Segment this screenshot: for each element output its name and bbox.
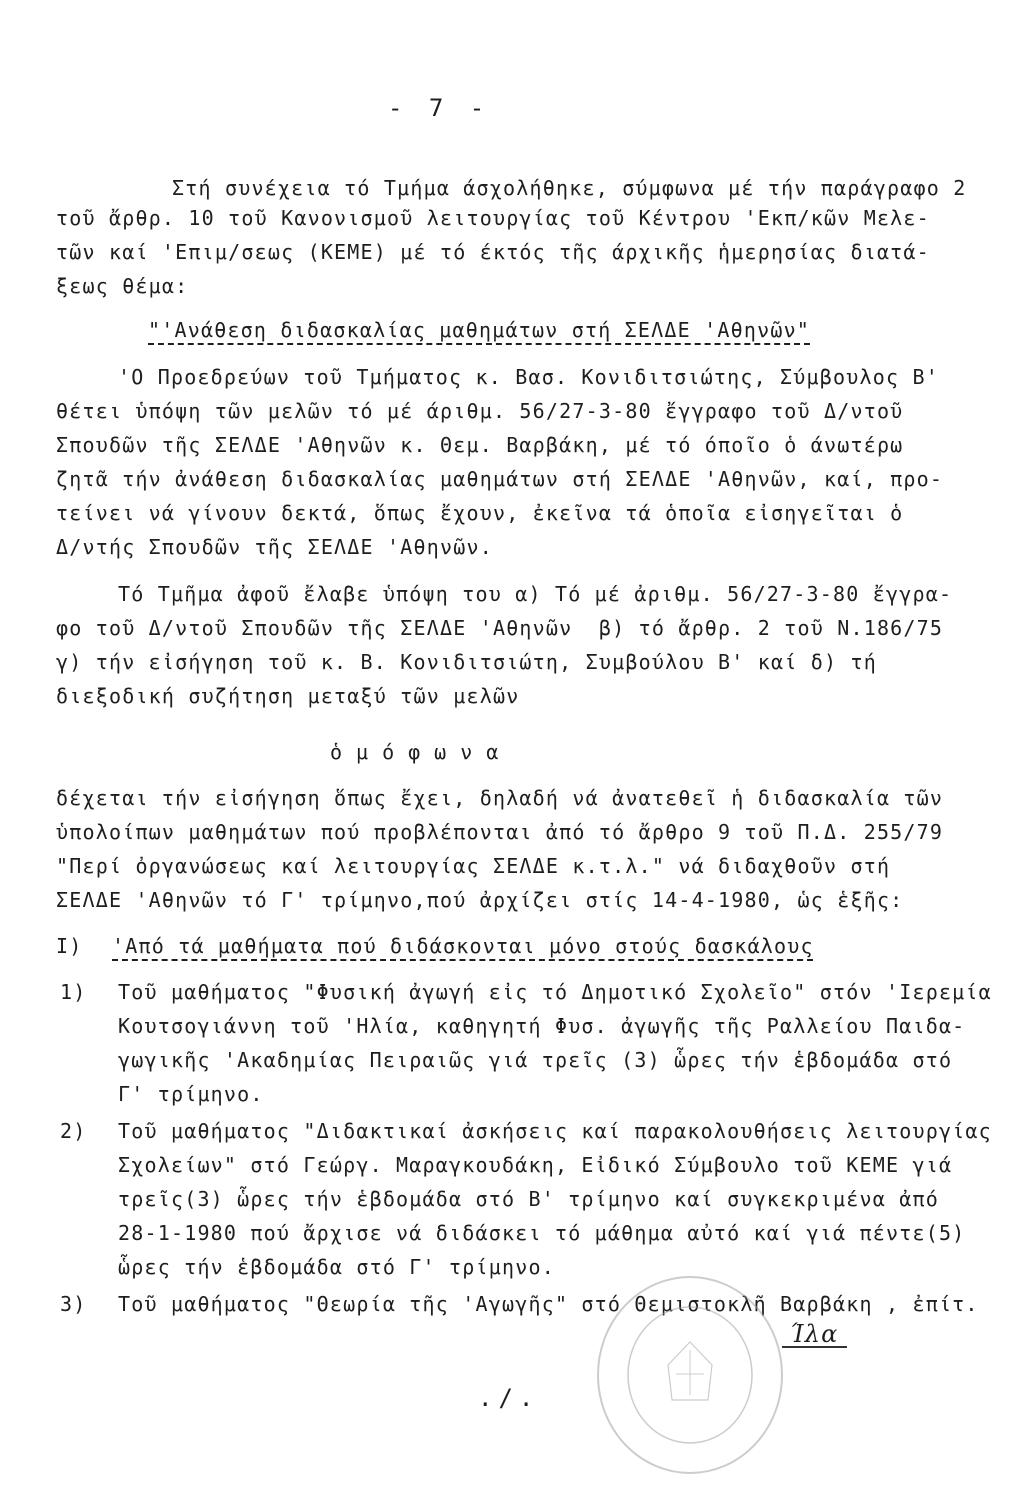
item2-line1: Τοῦ μαθήματος "Διδακτικαί ἀσκήσεις καί παρακολουθήσεις λειτουργίας <box>118 1119 992 1143</box>
paragraph4-line1: δέχεται τήν εἰσήγηση ὅπως ἔχει, δηλαδή νά ἀνατεθεῖ ἡ διδασκαλία τῶν <box>56 786 944 810</box>
paragraph3-line2: φο τοῦ Δ/ντοῦ Σπουδῶν τῆς ΣΕΛΔΕ 'Αθηνῶν β) τό ἄρθρ. 2 τοῦ Ν.186/75 <box>56 616 944 640</box>
paragraph1-line2: τοῦ ἄρθρ. 10 τοῦ Κανονισμοῦ λειτουργίας τοῦ Κέντρου 'Εκπ/κῶν Μελε- <box>56 206 930 230</box>
paragraph2-line6: Δ/ντής Σπουδῶν τῆς ΣΕΛΔΕ 'Αθηνῶν. <box>56 535 493 559</box>
item2-line4: 28-1-1980 πού ἄρχισε νά διδάσκει τό μάθημα αὐτό καί γιά πέντε(5) <box>118 1221 966 1245</box>
paragraph3-line4: διεξοδική συζήτηση μεταξύ τῶν μελῶν <box>56 684 520 708</box>
paragraph1-line3: τῶν καί 'Επιμ/σεως (ΚΕΜΕ) μέ τό έκτός τῆς άρχικῆς ἡμερησίας διατά- <box>56 240 930 264</box>
item1-line2: Κουτσογιάννη τοῦ 'Ηλία, καθηγητή Φυσ. ἀγωγῆς τῆς Ραλλείου Παιδα- <box>118 1014 966 1038</box>
paragraph3-line1: Τό Τμῆμα ἀφοῦ ἔλαβε ὑπόψη του α) Τό μέ ἀριθμ. 56/27-3-80 ἔγγρα- <box>118 582 953 606</box>
item2-line5: ὧρες τήν ἑβδομάδα στό Γ' τρίμηνο. <box>118 1255 555 1279</box>
paragraph1-line4: ξεως θέμα: <box>56 274 189 298</box>
item1-line4: Γ' τρίμηνο. <box>118 1082 264 1106</box>
continuation-mark: ./. <box>478 1384 540 1412</box>
paragraph2-line5: τείνει νά γίνουν δεκτά, ὅπως ἔχουν, ἐκεῖνα τά ὁποῖα εἰσηγεῖται ὁ <box>56 501 904 525</box>
item2-line2: Σχολείων" στό Γεώργ. Μαραγκουδάκη, Εἰδικό Σύμβουλο τοῦ ΚΕΜΕ γιά <box>118 1153 953 1177</box>
unanimous-heading: ὁμόφωνα <box>330 740 513 764</box>
paragraph2-line2: θέτει ὑπόψη τῶν μελῶν τό μέ άριθμ. 56/27-3-80 ἔγγραφο τοῦ Δ/ντοῦ <box>56 399 904 423</box>
section-title: 'Από τά μαθήματα πού διδάσκονται μόνο στούς δασκάλους <box>112 934 814 958</box>
section-label: I) <box>56 934 83 958</box>
paragraph1-line1: Στή συνέχεια τό Τμήμα άσχολήθηκε, σύμφωνα μέ τήν παράγραφο 2 <box>172 176 967 200</box>
paragraph4-line3: "Περί ὀργανώσεως καί λειτουργίας ΣΕΛΔΕ κ.τ.λ." νά διδαχθοῦν στή <box>56 854 891 878</box>
paragraph4-line2: ὑπολοίπων μαθημάτων πού προβλέπονται ἀπό τό ἄρθρο 9 τοῦ Π.Δ. 255/79 <box>56 820 944 844</box>
item1-number: 1) <box>60 980 87 1004</box>
paragraph2-line4: ζητᾶ τήν ἀνάθεση διδασκαλίας μαθημάτων στή ΣΕΛΔΕ 'Αθηνῶν, καί, προ- <box>56 467 944 491</box>
item3-line1: Τοῦ μαθήματος "Θεωρία τῆς 'Αγωγῆς" στό Θεμιστοκλῆ Βαρβάκη , ἐπίτ. <box>118 1292 979 1316</box>
item3-number: 3) <box>60 1292 87 1316</box>
item2-line3: τρεῖς(3) ὧρες τήν ἑβδομάδα στό Β' τρίμηνο καί συγκεκριμένα ἀπό <box>118 1187 939 1211</box>
item1-line1: Τοῦ μαθήματος "Φυσική ἀγωγή εἰς τό Δημοτικό Σχολεῖο" στόν 'Ιερεμία <box>118 980 992 1004</box>
paragraph4-line4: ΣΕΛΔΕ 'Αθηνῶν τό Γ' τρίμηνο,πού ἀρχίζει στίς 14-4-1980, ὡς ἑξῆς: <box>56 888 904 912</box>
paragraph3-line3: γ) τήν εἰσήγηση τοῦ κ. Β. Κονιδιτσιώτη, Συμβούλου Β' καί δ) τή <box>56 650 877 674</box>
subject-title: "'Ανάθεση διδασκαλίας μαθημάτων στή ΣΕΛΔΕ 'Αθηνῶν" <box>148 318 811 342</box>
handwritten-initials: Ίλα <box>782 1322 847 1348</box>
official-seal-stamp <box>590 1270 790 1480</box>
paragraph2-line3: Σπουδῶν τῆς ΣΕΛΔΕ 'Αθηνῶν κ. Θεμ. Βαρβάκη, μέ τό όποῖο ὁ άνωτέρω <box>56 433 904 457</box>
page-number: - 7 - <box>388 94 491 122</box>
item1-line3: γωγικῆς 'Ακαδημίας Πειραιῶς γιά τρεῖς (3) ὧρες τήν ἑβδομάδα στό <box>118 1048 953 1072</box>
item2-number: 2) <box>60 1119 87 1143</box>
paragraph2-line1: 'Ο Προεδρεύων τοῦ Τμήματος κ. Βασ. Κονιδιτσιώτης, Σύμβουλος Β' <box>118 365 939 389</box>
